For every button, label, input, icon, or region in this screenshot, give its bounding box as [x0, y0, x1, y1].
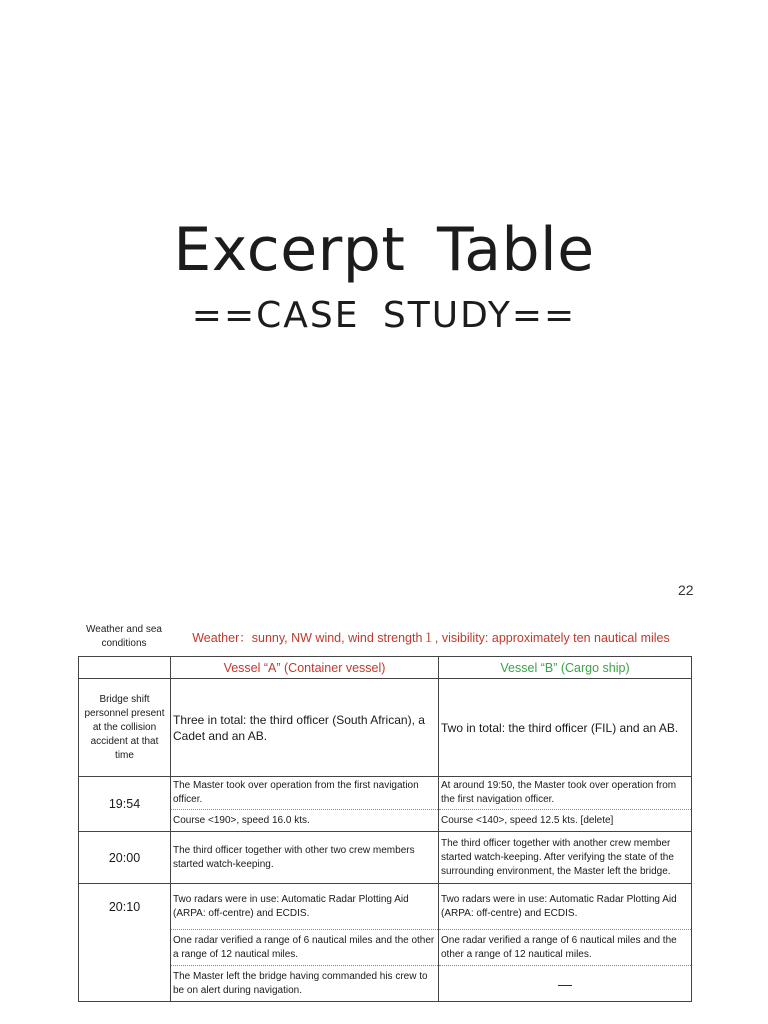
bridge-personnel-vessel-b: Two in total: the third officer (FIL) and an AB.: [439, 679, 692, 777]
bridge-personnel-label: Bridge shift personnel present at the collision accident at that time: [79, 679, 171, 777]
cell-1954-a-2: Course <190>, speed 16.0 kts.: [171, 810, 439, 832]
bridge-personnel-vessel-a: Three in total: the third officer (South African), a Cadet and an AB.: [171, 679, 439, 777]
cell-2010-b-2: One radar verified a range of 6 nautical miles and the other a range of 12 nautical miles.: [439, 930, 692, 966]
weather-value: Weather：sunny, NW wind, wind strength１, visibility: approximately ten nautical miles: [192, 631, 670, 645]
cell-2000-b: The third officer together with another crew member started watch-keeping. After verifying the state of the surrounding environment, the Master left the bridge.: [439, 832, 692, 884]
table-row: [79, 832, 692, 884]
cell-1954-b-2: Course <140>, speed 12.5 kts. [delete]: [439, 810, 692, 832]
header-vessel-b: Vessel “B” (Cargo ship): [439, 657, 692, 679]
page-number: 22: [678, 582, 694, 598]
cell-2010-b-1: Two radars were in use: Automatic Radar Plotting Aid (ARPA: off-centre) and ECDIS.: [439, 884, 692, 930]
table-row: [79, 966, 692, 1002]
table-row: [79, 930, 692, 966]
cell-2010-a-1: Two radars were in use: Automatic Radar Plotting Aid (ARPA: off-centre) and ECDIS.: [171, 884, 439, 930]
cell-2010-b-3: —: [439, 966, 692, 1002]
header-vessel-a: Vessel “A” (Container vessel): [171, 657, 439, 679]
cell-2010-a-2: One radar verified a range of 6 nautical miles and the other a range of 12 nautical miles.: [171, 930, 439, 966]
table-row: [79, 777, 692, 810]
table-row: [79, 810, 692, 832]
time-1954: 19:54: [79, 777, 171, 832]
table-header-row: [79, 657, 692, 679]
time-2010: 20:10: [79, 884, 171, 1002]
cell-2010-a-3: The Master left the bridge having commanded his crew to be on alert during navigation.: [171, 966, 439, 1002]
table-row: [79, 679, 692, 777]
cell-1954-a-1: The Master took over operation from the first navigation officer.: [171, 777, 439, 810]
page-subtitle: ==CASE STUDY==: [191, 295, 577, 336]
page-title: Excerpt Table: [173, 215, 595, 285]
cell-1954-b-1: At around 19:50, the Master took over operation from the first navigation officer.: [439, 777, 692, 810]
case-study-table: [78, 656, 692, 1002]
cell-2000-a: The third officer together with other two crew members started watch-keeping.: [171, 832, 439, 884]
header-empty-cell: [79, 657, 171, 679]
table-row: [79, 884, 692, 930]
weather-label: Weather and sea conditions: [86, 624, 162, 649]
time-2000: 20:00: [79, 832, 171, 884]
